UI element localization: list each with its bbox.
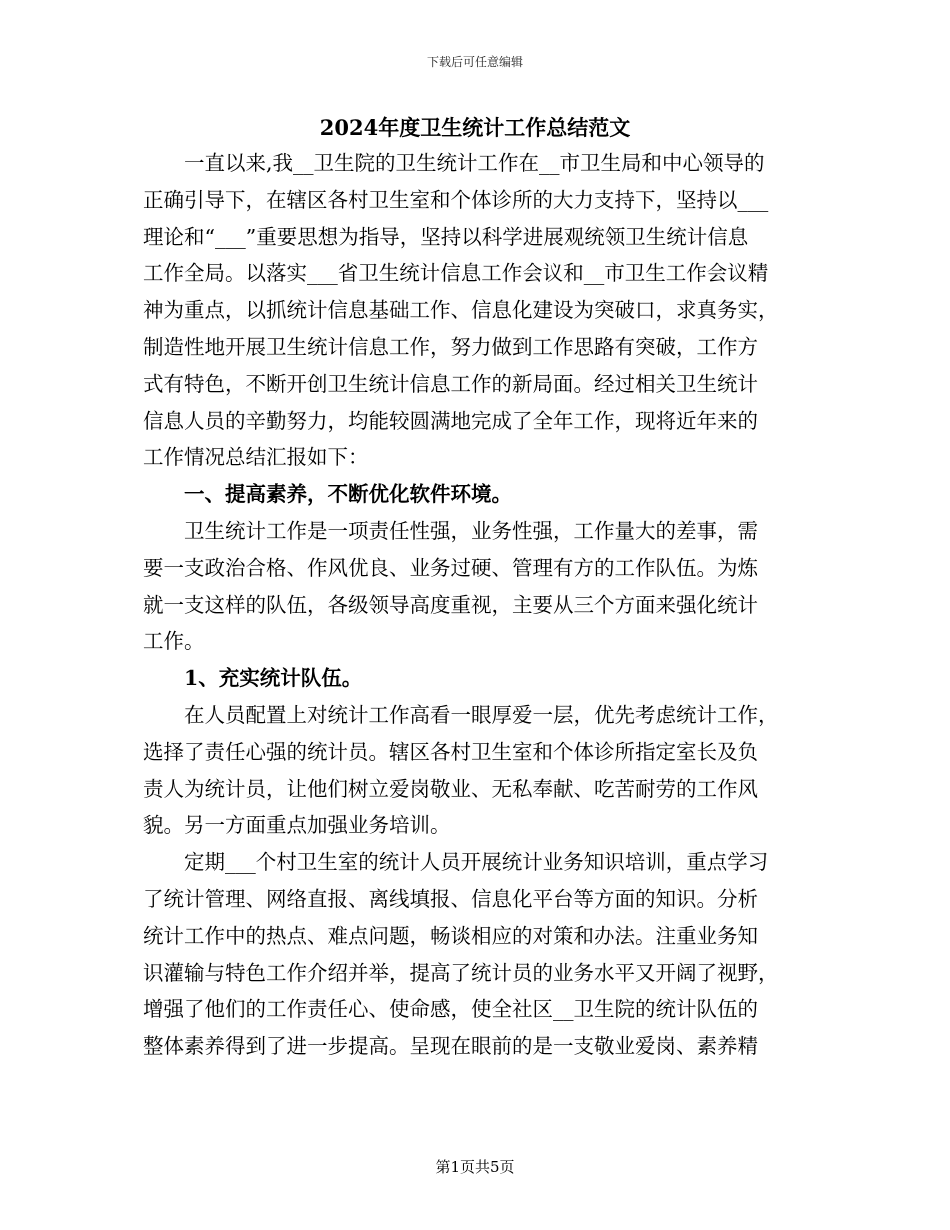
paragraph-line: 识灌输与特色工作介绍并举，提高了统计员的业务水平又开阔了视野， xyxy=(143,960,779,985)
paragraph-line: 要一支政治合格、作风优良、业务过硬、管理有方的工作队伍。为炼 xyxy=(143,555,758,580)
paragraph-line: 一直以来,我__卫生院的卫生统计工作在__市卫生局和中心领导的 xyxy=(184,151,765,175)
paragraph-line: 选择了责任心强的统计员。辖区各村卫生室和个体诊所指定室长及负 xyxy=(143,739,758,764)
paragraph-line: 定期___个村卫生室的统计人员开展统计业务知识培训，重点学习 xyxy=(184,850,769,875)
paragraph-line: 整体素养得到了进一步提高。呈现在眼前的是一支敬业爱岗、素养精 xyxy=(143,1034,758,1059)
paragraph-line: 统计工作中的热点、难点问题，畅谈相应的对策和办法。注重业务知 xyxy=(143,923,758,948)
paragraph-line: 了统计管理、网络直报、离线填报、信息化平台等方面的知识。分析 xyxy=(143,886,758,911)
paragraph-line: 在人员配置上对统计工作高看一眼厚爱一层，优先考虑统计工作， xyxy=(184,702,779,727)
section-1-paragraph xyxy=(143,513,807,660)
page-number-indicator: 第1页共5页 xyxy=(435,1158,515,1176)
paragraph-line: 工作全局。以落实___省卫生统计信息工作会议和__市卫生工作会议精 xyxy=(143,261,769,286)
paragraph-line: 正确引导下，在辖区各村卫生室和个体诊所的大力支持下，坚持以___ xyxy=(143,187,769,212)
paragraph-line: 理论和“___”重要思想为指导，坚持以科学进展观统领卫生统计信息 xyxy=(143,224,749,249)
training-paragraph xyxy=(143,844,807,1065)
paragraph-line: 就一支这样的队伍，各级领导高度重视，主要从三个方面来强化统计 xyxy=(143,592,758,617)
paragraph-line: 式有特色，不断开创卫生统计信息工作的新局面。经过相关卫生统计 xyxy=(143,371,758,396)
subsection-1-paragraph xyxy=(143,697,807,844)
document-title: 2024年度卫生统计工作总结范文 xyxy=(319,115,631,140)
paragraph-line: 责人为统计员，让他们树立爱岗敬业、无私奉献、吃苦耐劳的工作风 xyxy=(143,776,758,801)
page-header-note: 下载后可任意编辑 xyxy=(426,55,523,69)
paragraph-line: 增强了他们的工作责任心、使命感，使全社区__卫生院的统计队伍的 xyxy=(143,997,758,1022)
intro-paragraph xyxy=(143,145,807,476)
document-body xyxy=(143,111,807,1065)
section-heading-1: 一、提高素养，不断优化软件环境。 xyxy=(184,482,512,507)
paragraph-line: 制造性地开展卫生统计信息工作，努力做到工作思路有突破，工作方 xyxy=(143,334,758,359)
paragraph-line: 工作情况总结汇报如下： xyxy=(143,445,369,470)
paragraph-line: 卫生统计工作是一项责任性强，业务性强，工作量大的差事，需 xyxy=(184,518,758,543)
paragraph-line: 信息人员的辛勤努力，均能较圆满地完成了全年工作，现将近年来的 xyxy=(143,408,758,433)
paragraph-line: 貌。另一方面重点加强业务培训。 xyxy=(143,813,451,838)
subsection-heading-1: 1、充实统计队伍。 xyxy=(184,666,363,691)
paragraph-line: 神为重点，以抓统计信息基础工作、信息化建设为突破口，求真务实， xyxy=(143,298,779,323)
paragraph-line: 工作。 xyxy=(143,629,205,654)
